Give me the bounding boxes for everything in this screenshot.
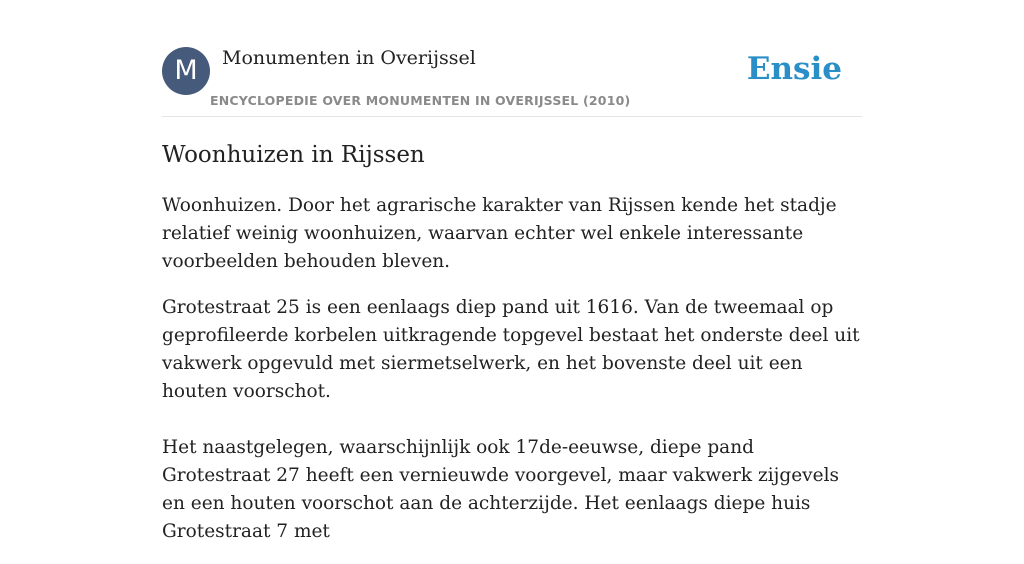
avatar[interactable]: M <box>162 47 210 95</box>
source-subtitle: ENCYCLOPEDIE OVER MONUMENTEN IN OVERIJSSEL (2010) <box>210 93 631 108</box>
article-paragraph: Grotestraat 25 is een eenlaags diep pand uit 1616. Van de tweemaal op geprofileerde korbelen uitkragende topgevel bestaat het onderste deel uit vakwerk opgevuld met siermetselwerk, en het bovenste deel uit een houten voorschot. <box>162 297 860 402</box>
article-header <box>162 0 862 117</box>
article-paragraph: Het naastgelegen, waarschijnlijk ook 17de-eeuwse, diepe pand Grotestraat 27 heeft een vernieuwde voorgevel, maar vakwerk zijgevels en een houten voorschot aan de achterzijde. Het eenlaags diepe huis Grotestraat 7 met <box>162 437 839 542</box>
ensie-logo[interactable]: Ensie <box>746 51 842 87</box>
source-title-link[interactable]: Monumenten in Overijssel <box>222 47 476 69</box>
article-body <box>162 192 862 564</box>
article-title: Woonhuizen in Rijssen <box>162 142 425 168</box>
article-paragraph: Woonhuizen. Door het agrarische karakter van Rijssen kende het stadje relatief weinig woonhuizen, waarvan echter wel enkele interessante voorbeelden behouden bleven. <box>162 195 837 272</box>
